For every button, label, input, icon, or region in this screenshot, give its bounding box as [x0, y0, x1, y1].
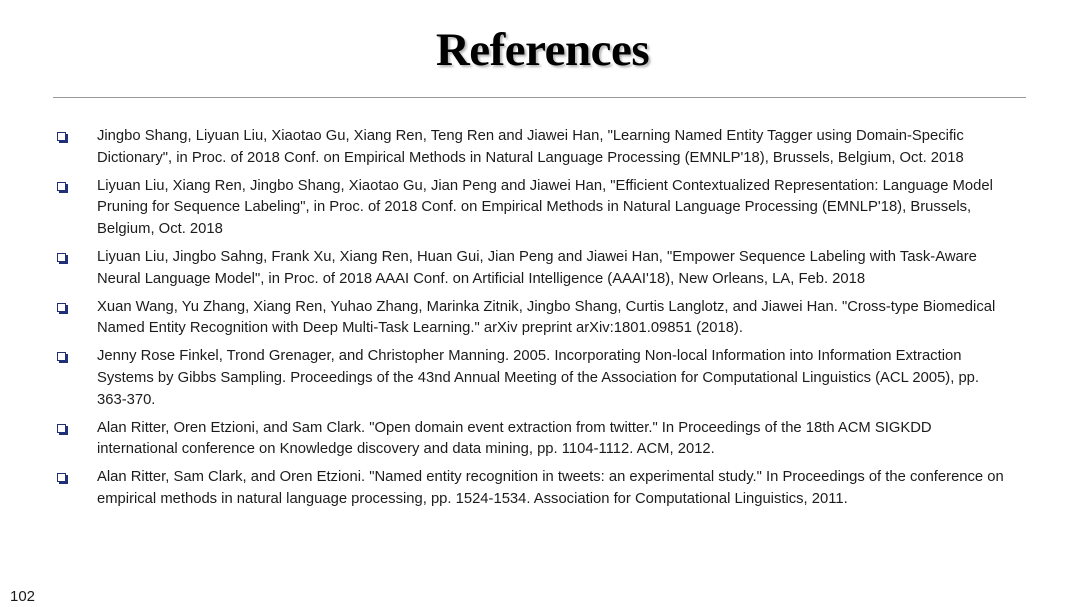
- reference-item: [54, 418, 1004, 462]
- reference-text: Alan Ritter, Sam Clark, and Oren Etzioni. "Named entity recognition in tweets: an experimental study." In Proceedings of the conference on empirical methods in natural language processing, pp. 1524-1534. Association for Computational Linguistics, 2011.: [97, 469, 1004, 507]
- page-number: 102: [10, 588, 36, 605]
- checkbox-bullet-icon: [57, 182, 66, 191]
- reference-item: [54, 247, 1004, 291]
- reference-text: Jingbo Shang, Liyuan Liu, Xiaotao Gu, Xiang Ren, Teng Ren and Jiawei Han, "Learning Named Entity Tagger using Domain-Specific Dictionary", in Proc. of 2018 Conf. on Empirical Methods in Natural Language Processing (EMNLP'18), Brussels, Belgium, Oct. 2018: [97, 128, 964, 166]
- checkbox-bullet-icon: [57, 424, 66, 433]
- reference-text: Alan Ritter, Oren Etzioni, and Sam Clark. "Open domain event extraction from twitter." In Proceedings of the 18th ACM SIGKDD international conference on Knowledge discovery and data mining, pp. 1104-1112. ACM, 2012.: [97, 419, 932, 458]
- reference-text: Xuan Wang, Yu Zhang, Xiang Ren, Yuhao Zhang, Marinka Zitnik, Jingbo Shang, Curtis Langlotz, and Jiawei Han. "Cross-type Biomedical Named Entity Recognition with Deep Multi-Task Learning." arXiv preprint arXiv:1801.09851 (2018).: [97, 298, 996, 337]
- checkbox-bullet-icon: [57, 303, 66, 312]
- slide-title: References: [435, 24, 650, 76]
- checkbox-bullet-icon: [57, 473, 66, 482]
- checkbox-bullet-icon: [57, 352, 66, 361]
- reference-item: [54, 467, 1004, 511]
- reference-item: [54, 346, 1004, 411]
- reference-text: Liyuan Liu, Jingbo Sahng, Frank Xu, Xiang Ren, Huan Gui, Jian Peng and Jiawei Han, "Empower Sequence Labeling with Task-Aware Neural Language Model", in Proc. of 2018 AAAI Conf. on Artificial Intelligence (AAAI'18), New Orleans, LA, Feb. 2018: [97, 248, 977, 287]
- reference-text: Jenny Rose Finkel, Trond Grenager, and Christopher Manning. 2005. Incorporating Non-local Information into Information Extraction Systems by Gibbs Sampling. Proceedings of the 43nd Annual Meeting of the Association for Computational Linguistics (ACL 2005), pp. 363-370.: [97, 348, 980, 408]
- reference-item: [54, 297, 1004, 341]
- reference-item: [54, 126, 1004, 170]
- reference-item: [54, 176, 1004, 241]
- checkbox-bullet-icon: [57, 132, 66, 141]
- checkbox-bullet-icon: [57, 253, 66, 262]
- reference-list: [54, 126, 1004, 517]
- title-divider: [53, 97, 1026, 98]
- reference-text: Liyuan Liu, Xiang Ren, Jingbo Shang, Xiaotao Gu, Jian Peng and Jiawei Han, "Efficient Contextualized Representation: Language Model Pruning for Sequence Labeling", in Proc. of 2018 Conf. on Empirical Methods in Natural Language Processing (EMNLP'18), Brussels, Belgium, Oct. 2018: [97, 177, 993, 238]
